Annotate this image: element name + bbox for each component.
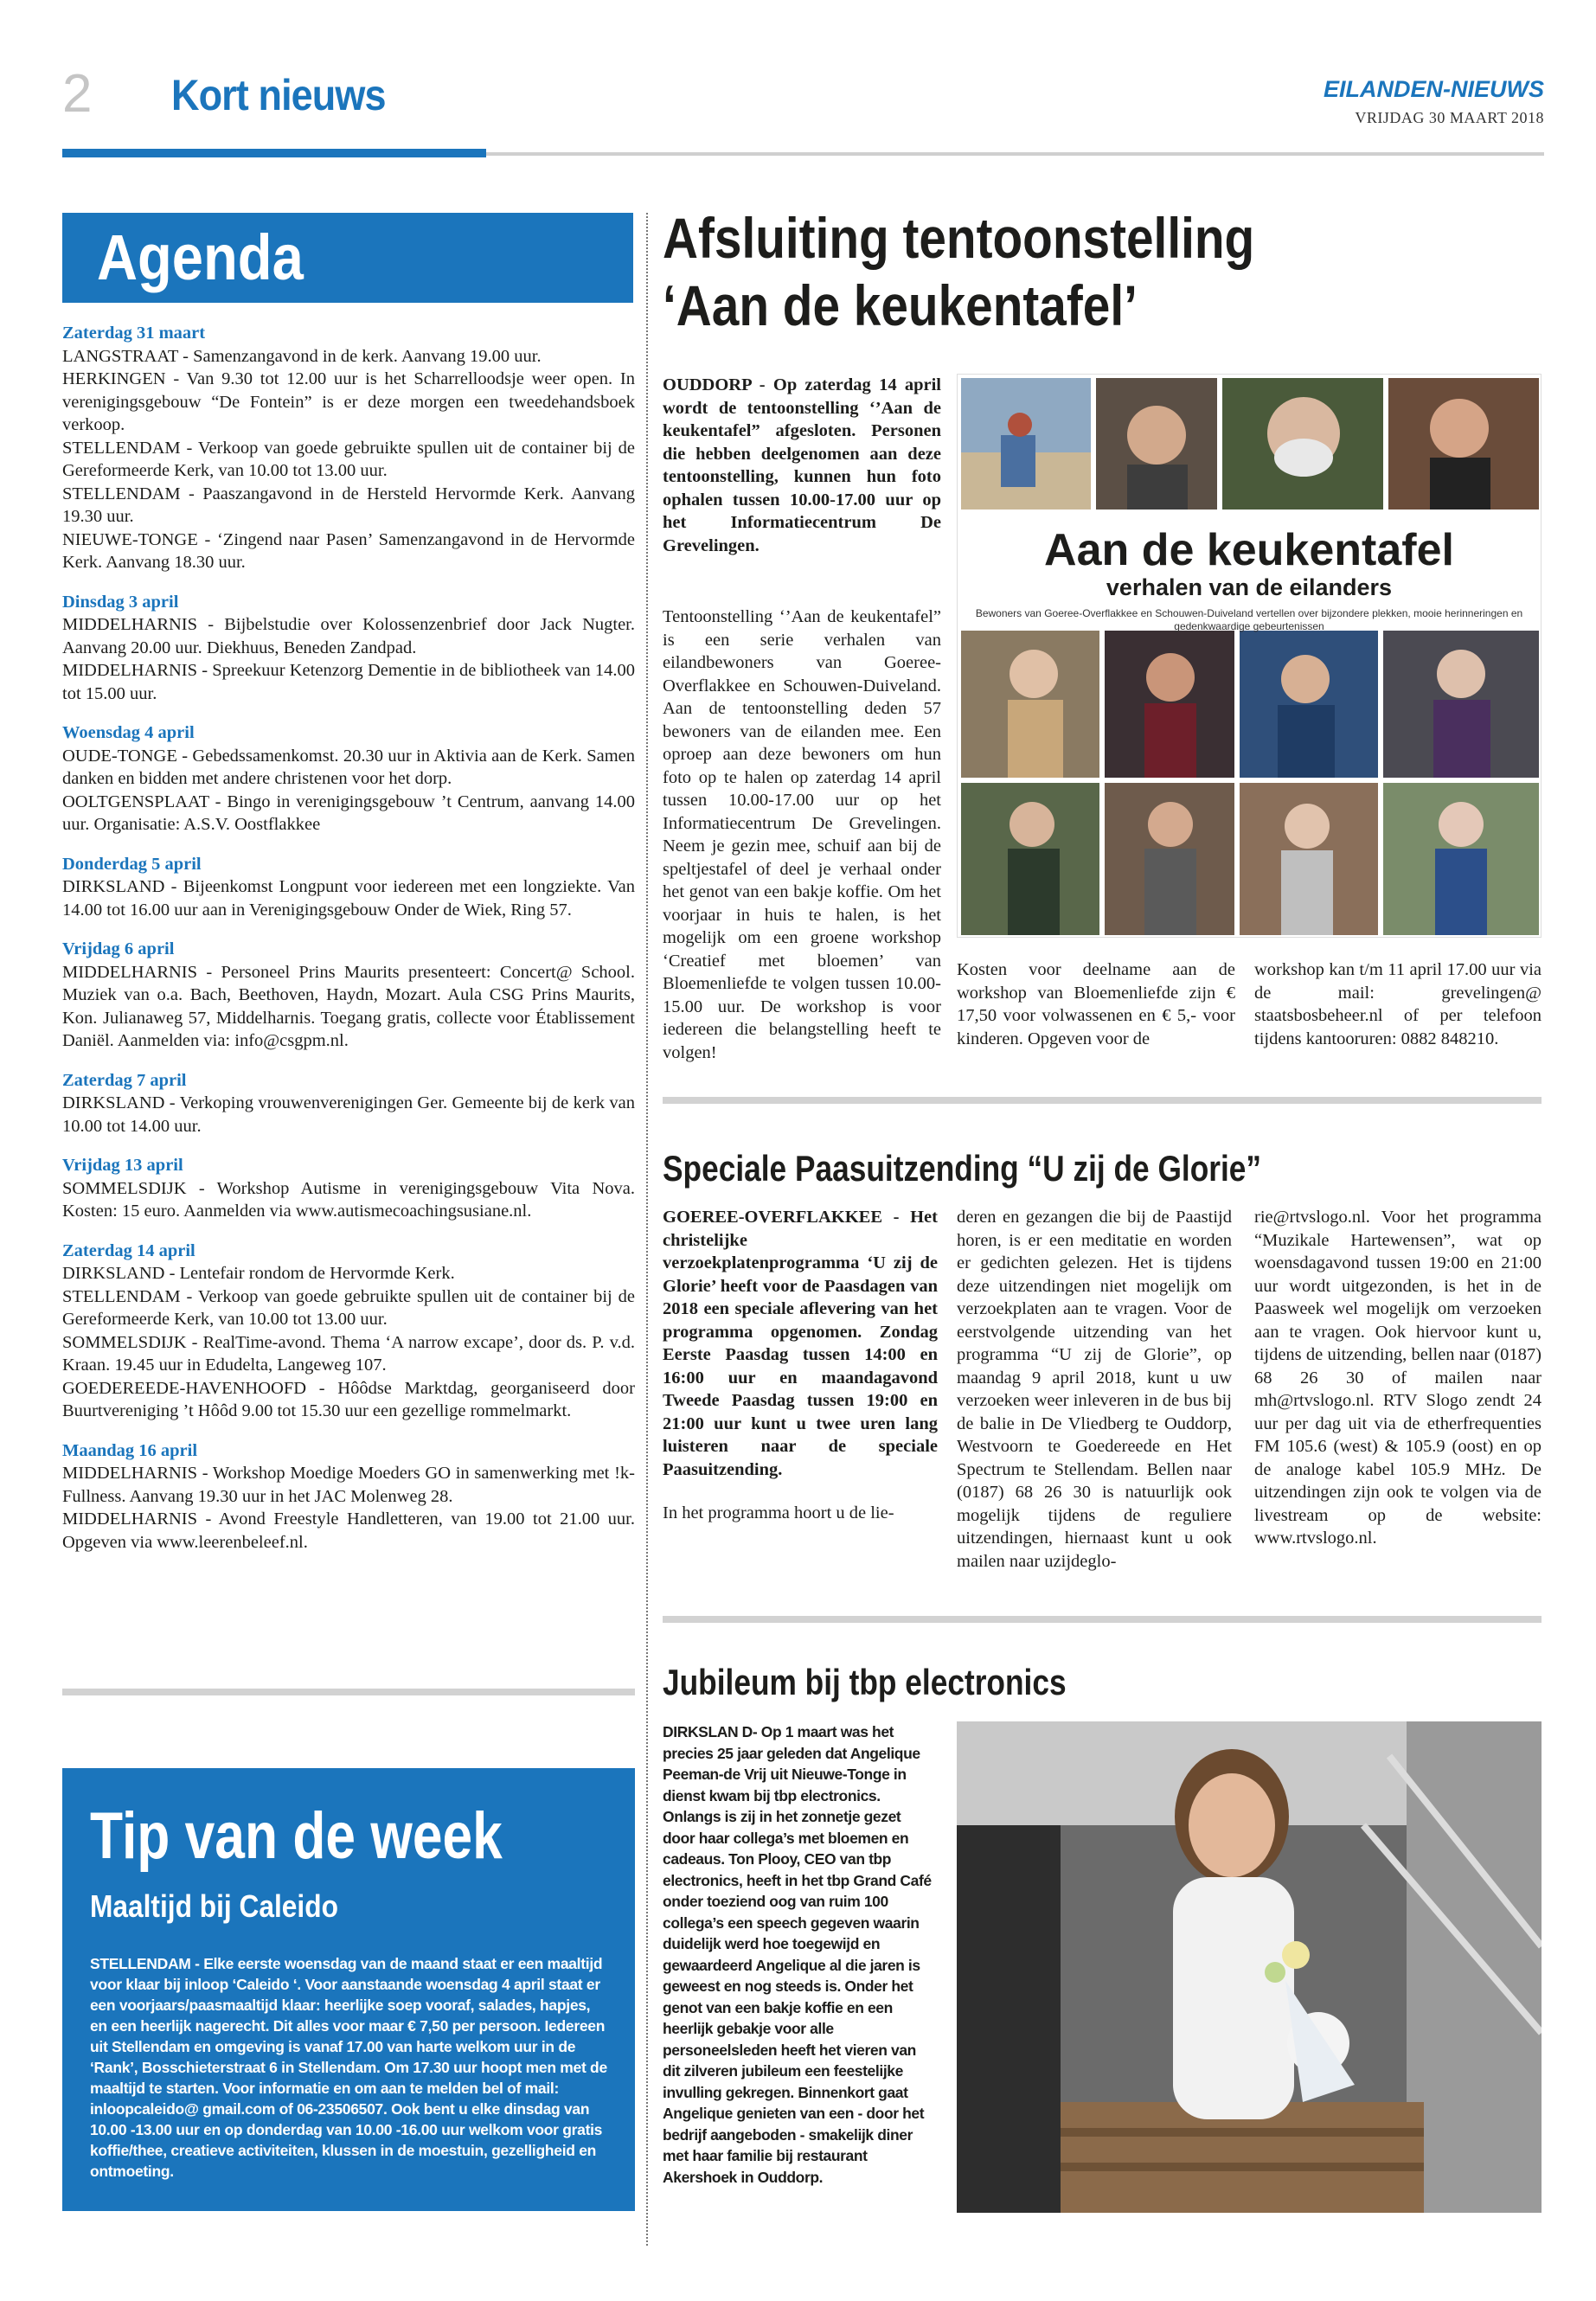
agenda-day: Zaterdag 31 maart xyxy=(62,324,206,343)
poster-title: Aan de keukentafel xyxy=(1044,525,1454,575)
jubileum-headline: Jubileum bij tbp electronics xyxy=(663,1662,1067,1702)
tip-subtitle: Maaltijd bij Caleido xyxy=(90,1888,338,1924)
divider-bar xyxy=(62,1689,635,1695)
agenda-item: MIDDELHARNIS - Avond Freestyle Handletteren, van 19.00 tot 21.00 uur. Opgeven via www.leerenbeleef.nl. xyxy=(62,1509,635,1552)
exhibition-poster-image xyxy=(957,374,1542,938)
poster-subtitle: verhalen van de eilanders xyxy=(1106,574,1393,600)
issue-date: VRIJDAG 30 MAART 2018 xyxy=(1355,109,1544,126)
section-title: Kort nieuws xyxy=(171,71,386,119)
radio-col1 xyxy=(663,1206,938,1525)
agenda-item: STELLENDAM - Verkoop van goede gebruikte spullen uit de container bij de Gereformeerde Kerk, van 10.00 tot 13.00 uur. xyxy=(62,438,635,480)
agenda-title: Agenda xyxy=(97,221,304,293)
tip-body: STELLENDAM - Elke eerste woensdag van de maand staat er een maaltijd voor klaar bij inloop ‘Caleido ‘. Voor aanstaande woensdag 4 april staat er een voorjaars/paasmaaltijd klaar: heerlijke soep vooraf, salades, hapjes, en een heerlijk nagerecht. Dit alles voor maar € 7,50 per persoon. Iedereen uit Stellendam en omgeving is vanaf 17.00 van harte welkom uur in de ‘Rank’, Bosschieterstraat 6 in Stellendam. Om 17.30 uur hoopt men met de maaltijd te starten. Voor informatie en om aan te melden bel of mail: inloopcaleido@ gmail.com of 06-23506507. Ook bent u elke dinsdag van 10.00 -13.00 uur en op donderdag van 10.00 -16.00 uur welkom voor gratis koffie/thee, creatieve activiteiten, klussen in de moestuin, gezelligheid en ontmoeting. xyxy=(90,1955,607,2180)
agenda-item: MIDDELHARNIS - Personeel Prins Maurits presenteert: Concert@ School. Muziek van o.a. Bach, Beethoven, Haydn, Mozart. Aula CSG Prins Maurits, Kon. Julianaweg 57, Middelharnis. Toegang gratis, collecte voor Établissement Daniël. Aanmelden via: info@csgpm.nl. xyxy=(62,962,635,1050)
agenda-item: MIDDELHARNIS - Spreekuur Ketenzorg Dementie in de bibliotheek van 14.00 tot 15.00 uur. xyxy=(62,661,635,703)
agenda-day: Dinsdag 3 april xyxy=(62,592,179,612)
main-body-col3: workshop kan t/m 11 april 17.00 uur via de mail: grevelingen@ staatsbosbeheer.nl of per telefoon tijdens kantooruren: 0882 848210. xyxy=(1254,960,1542,1048)
agenda-item: STELLENDAM - Paaszangavond in de Hersteld Hervormde Kerk. Aanvang 19.30 uur. xyxy=(62,484,635,526)
main-headline-line2: ‘Aan de keukentafel’ xyxy=(663,273,1138,337)
main-headline-line1: Afsluiting tentoonstelling xyxy=(663,206,1255,270)
agenda-item: OOLTGENSPLAAT - Bingo in verenigingsgebouw ’t Centrum, aanvang 14.00 uur. Organisatie: A.S.V. Oostflakkee xyxy=(62,792,635,834)
agenda-day: Zaterdag 14 april xyxy=(62,1240,195,1260)
tip-title: Tip van de week xyxy=(90,1799,503,1873)
agenda-day: Zaterdag 7 april xyxy=(62,1070,187,1090)
agenda-item: MIDDELHARNIS - Bijbelstudie over Kolossenzenbrief door Jack Nugter. Aanvang 20.00 uur. Diekhuus, Beneden Zandpad. xyxy=(62,615,635,657)
page-number: 2 xyxy=(62,64,93,124)
header-rule xyxy=(486,152,1544,156)
agenda-item: LANGSTRAAT - Samenzangavond in de kerk. Aanvang 19.00 uur. xyxy=(62,346,542,366)
agenda-item: OUDE-TONGE - Gebedssamenkomst. 20.30 uur in Aktivia aan de Kerk. Samen danken en bidden met andere christenen voor het dorp. xyxy=(62,746,635,788)
agenda-day: Donderdag 5 april xyxy=(62,854,202,874)
column-divider xyxy=(646,213,648,2246)
jubileum-photo xyxy=(957,1721,1542,2213)
agenda-item: DIRKSLAND - Bijeenkomst Longpunt voor iedereen met een longziekte. Van 14.00 tot 16.00 uur aan in Verenigingsgebouw Onder de Wiek, Ring 57. xyxy=(62,877,635,920)
radio-lead: GOEREE-OVERFLAKKEE - Het christelijke verzoekplatenprogramma ‘U zij de Glorie’ heeft voor de Paasdagen van 2018 een speciale aflevering van het programma opgenomen. Zondag Eerste Paasdag tussen 14:00 en 16:00 uur en maandagavond Tweede Paasdag tussen 19:00 en 21:00 uur kunt u twee uren lang luisteren naar de speciale Paasuitzending. xyxy=(663,1208,938,1479)
jubileum-body: DIRKSLAN D- Op 1 maart was het precies 25 jaar geleden dat Angelique Peeman-de Vrij uit Nieuwe-Tonge in dienst kwam bij tbp electronics. Onlangs is zij in het zonnetje gezet door haar collega’s met bloemen en cadeaus. Ton Plooy, CEO van tbp electronics, heeft in het tbp Grand Café onder toeziend oog van ruim 100 collega’s een speech gegeven waarin duidelijk werd hoe toegewijd en gewaardeerd Angelique al die jaren is geweest en nog steeds is. Onder het genot van een bakje koffie en een heerlijk gebakje voor alle personeelsleden heeft het vieren van dit zilveren jubileum een feestelijke invulling gekregen. Binnenkort gaat Angelique genieten van een - door het bedrijf aangeboden - smakelijk diner met haar familie bij restaurant Akershoek in Ouddorp. xyxy=(663,1723,932,2186)
agenda-item: STELLENDAM - Verkoop van goede gebruikte spullen uit de container bij de Gereformeerde Kerk, van 10.00 tot 13.00 uur. xyxy=(62,1286,635,1329)
agenda-item: NIEUWE-TONGE - ‘Zingend naar Pasen’ Samenzangavond in de Hervormde Kerk. Aanvang 18.30 uur. xyxy=(62,529,635,572)
agenda-day: Vrijdag 13 april xyxy=(62,1156,183,1175)
agenda-day: Maandag 16 april xyxy=(62,1440,198,1460)
main-body-col2: Kosten voor deelname aan de workshop van Bloemenliefde zijn € 17,50 voor volwassenen en € 5,- voor kinderen. Opgeven voor de xyxy=(957,960,1235,1048)
agenda-item: SOMMELSDIJK - Workshop Autisme in verenigingsgebouw Vita Nova. Kosten: 15 euro. Aanmelden via www.autismecoachingsusiane.nl. xyxy=(62,1178,635,1221)
divider-bar xyxy=(663,1097,1542,1104)
poster-photo-grid xyxy=(958,375,1542,938)
radio-headline: Speciale Paasuitzending “U zij de Glorie” xyxy=(663,1148,1262,1189)
agenda-item: DIRKSLAND - Lentefair rondom de Hervormde Kerk. xyxy=(62,1264,455,1283)
agenda-item: SOMMELSDIJK - RealTime-avond. Thema ‘A narrow excape’, door ds. P. v.d. Kraan. 19.45 uur in Edudelta, Langeweg 107. xyxy=(62,1332,635,1375)
radio-col1-tail: In het programma hoort u de lie- xyxy=(663,1503,894,1522)
radio-col3: rie@rtvslogo.nl. Voor het programma “Muzikale Hartewensen”, wat op woensdagavond tussen 19:00 en 21:00 uur wordt uitgezonden, is het in de Paasweek wel mogelijk om verzoeken aan te vragen. Ook hiervoor kunt u, tijdens de uitzending, bellen naar (0187) 68 26 30 of mailen naar mh@rtvslogo.nl. RTV Slogo zendt 24 uur per dag uit via de etherfrequenties FM 105.6 (west) & 105.9 (oost) en op de analoge kabel 105.9 MHz. De uitzendingen zijn ook te volgen via de livestream op de website: www.rtvslogo.nl. xyxy=(1254,1208,1542,1548)
divider-bar xyxy=(663,1616,1542,1623)
agenda-list xyxy=(62,322,635,1554)
main-body: Tentoonstelling ‘’Aan de keukentafel” is een serie verhalen van eilandbewoners van Goeree-Overflakkee en Schouwen-Duiveland. Aan de tentoonstelling deden 57 bewoners van de eilanden mee. Een oproep aan deze bewoners om hun foto op te halen op zaterdag 14 april tussen 10.00-17.00 uur op het Informatiecentrum De Grevelingen. Neem je gezin mee, schuif aan bij de speltjestafel of deel je verhaal onder het genot van een bakje koffie. Om het voorjaar in huis te halen, is het mogelijk om een groene workshop ‘Creatief met bloemen’ van Bloemenliefde te volgen tussen 10.00-15.00 uur. De workshop is voor iedereen die belangstelling heeft te volgen! xyxy=(663,607,941,1062)
main-headline xyxy=(663,204,1414,339)
agenda-item: DIRKSLAND - Verkoping vrouwenverenigingen Ger. Gemeente bij de kerk van 10.00 tot 14.00 uur. xyxy=(62,1093,635,1136)
radio-col2: deren en gezangen die bij de Paastijd horen, is er een meditatie en worden er gedichten gelezen. Het is tijdens deze uitzendingen niet mogelijk om verzoekplaten aan te vragen. Voor de eerstvolgende uitzending van het programma “U zij de Glorie”, op maandag 9 april 2018, kunt u uw verzoeken weer inleveren in de bus bij de balie in De Vliedberg te Ouddorp, Westvoorn te Goedereede en Het Spectrum te Stellendam. Bellen naar (0187) 68 26 30 is natuurlijk ook mogelijk tijdens de reguliere uitzendingen, hiernaast kunt u ook mailen naar uzijdeglo- xyxy=(957,1208,1232,1571)
jubileum-photo-art xyxy=(957,1721,1542,2213)
agenda-day: Woensdag 4 april xyxy=(62,723,195,742)
agenda-item: MIDDELHARNIS - Workshop Moedige Moeders GO in samenwerking met !k-Fullness. Aanvang 19.30 uur in het JAC Molenweg 28. xyxy=(62,1464,635,1506)
agenda-item: GOEDEREEDE-HAVENHOOFD - Hôôdse Marktdag, georganiseerd door Buurtvereniging ’t Hôôd 9.00 tot 15.30 uur een gezellige rommelmarkt. xyxy=(62,1378,635,1420)
masthead-logo: EILANDEN-NIEUWS xyxy=(1324,76,1544,102)
agenda-item: HERKINGEN - Van 9.30 tot 12.00 uur is het Scharrelloodsje weer open. In verenigingsgebouw “De Fontein” is er deze morgen een tweedehandsboek verkoop. xyxy=(62,369,635,434)
header-rule-accent xyxy=(62,149,486,157)
main-lead: OUDDORP - Op zaterdag 14 april wordt de tentoonstelling ‘’Aan de keukentafel” afgesloten. Personen die hebben deelgenomen aan deze tentoonstelling, kunnen hun foto ophalen tussen 10.00-17.00 uur op het Informatiecentrum De Grevelingen. xyxy=(663,375,941,555)
agenda-day: Vrijdag 6 april xyxy=(62,939,175,958)
poster-caption: Bewoners van Goeree-Overflakkee en Schouwen-Duiveland vertellen over bijzondere plekken, mooie herinneringen en gedenkwaardige gebeurtenissen xyxy=(975,607,1523,632)
